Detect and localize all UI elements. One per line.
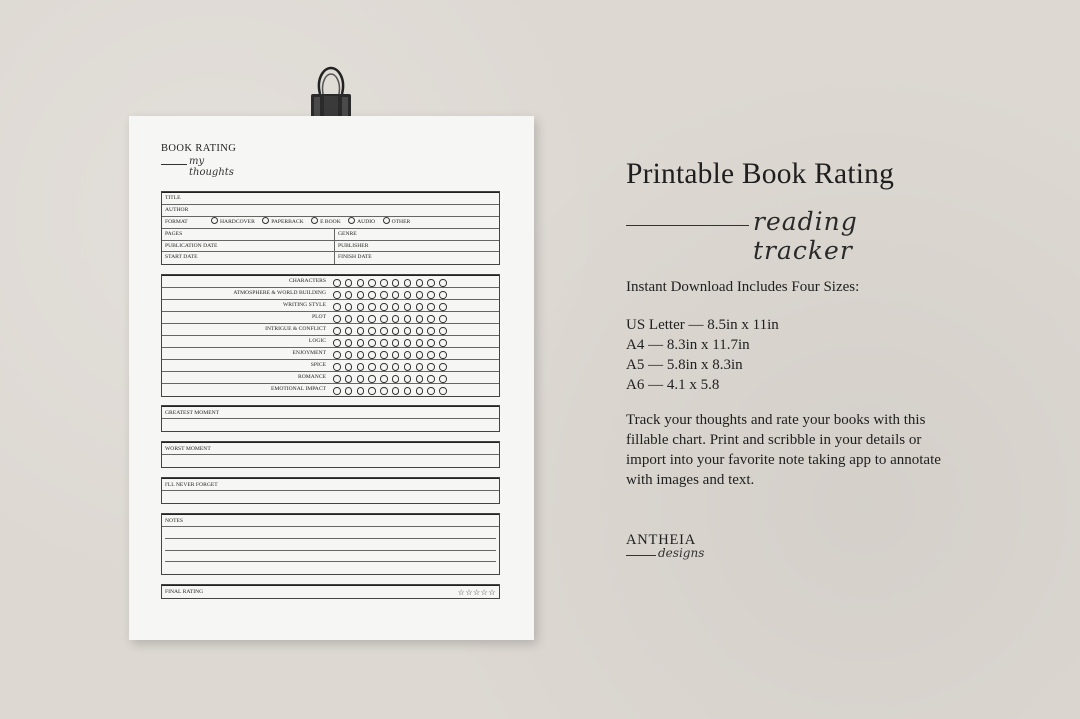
rating-circle-icon[interactable] bbox=[439, 303, 447, 311]
sheet-subtitle-text: my thoughts bbox=[189, 156, 234, 178]
format-option-other[interactable] bbox=[383, 217, 411, 229]
rating-circle-icon[interactable] bbox=[427, 339, 435, 347]
rating-circle-icon[interactable] bbox=[427, 315, 435, 323]
sheet-subtitle bbox=[161, 156, 241, 178]
rating-circle-icon[interactable] bbox=[404, 291, 412, 299]
rating-circle-icon[interactable] bbox=[404, 303, 412, 311]
brand-name: ANTHEIA bbox=[626, 532, 697, 548]
rating-circle-icon[interactable] bbox=[427, 327, 435, 335]
rating-circle-icon[interactable] bbox=[333, 303, 341, 311]
rating-circle-icon[interactable] bbox=[392, 363, 400, 371]
rating-circle-icon[interactable] bbox=[439, 351, 447, 359]
star-rating-icon[interactable]: ☆☆☆☆☆ bbox=[457, 587, 496, 597]
rating-circle-icon[interactable] bbox=[333, 279, 341, 287]
format-row bbox=[162, 217, 499, 229]
box-label: I'LL NEVER FORGET bbox=[162, 479, 499, 491]
rating-circle-icon[interactable] bbox=[392, 279, 400, 287]
writing-line[interactable] bbox=[165, 551, 496, 563]
rating-circle-icon[interactable] bbox=[357, 327, 365, 335]
info-label: START DATE bbox=[165, 254, 198, 261]
rating-circle-icon[interactable] bbox=[345, 315, 353, 323]
rating-circle-icon[interactable] bbox=[416, 363, 424, 371]
rating-circle-icon[interactable] bbox=[333, 315, 341, 323]
box-label: WORST MOMENT bbox=[162, 443, 499, 455]
includes-text: Instant Download Includes Four Sizes: bbox=[626, 279, 860, 295]
format-option-audio[interactable] bbox=[348, 217, 375, 229]
rating-circle-icon[interactable] bbox=[333, 351, 341, 359]
rating-circle-icon[interactable] bbox=[404, 363, 412, 371]
rating-circle-icon[interactable] bbox=[392, 375, 400, 383]
never-forget-box bbox=[161, 477, 500, 504]
rating-scale bbox=[333, 375, 451, 383]
rating-scale bbox=[333, 279, 451, 287]
rating-circle-icon[interactable] bbox=[404, 339, 412, 347]
book-info-section bbox=[161, 191, 500, 265]
rating-circle-icon[interactable] bbox=[439, 327, 447, 335]
pair-row bbox=[162, 229, 499, 241]
divider bbox=[626, 225, 749, 226]
option-label: E BOOK bbox=[320, 218, 341, 225]
rating-circle-icon[interactable] bbox=[439, 279, 447, 287]
radio-circle-icon bbox=[211, 217, 218, 224]
info-label: AUTHOR bbox=[165, 206, 189, 213]
rating-circle-icon[interactable] bbox=[416, 315, 424, 323]
rating-circle-icon[interactable] bbox=[357, 363, 365, 371]
rating-circle-icon[interactable] bbox=[392, 387, 400, 395]
rating-circle-icon[interactable] bbox=[392, 327, 400, 335]
size-item: A4 — 8.3in x 11.7in bbox=[626, 337, 750, 353]
worst-moment-box bbox=[161, 441, 500, 468]
criterion-label: LOGIC bbox=[308, 338, 326, 344]
rating-circle-icon[interactable] bbox=[368, 327, 376, 335]
writing-line[interactable] bbox=[165, 527, 496, 539]
option-label: OTHER bbox=[391, 218, 411, 225]
rating-circle-icon[interactable] bbox=[439, 375, 447, 383]
rating-circle-icon[interactable] bbox=[345, 339, 353, 347]
size-item: A5 — 5.8in x 8.3in bbox=[626, 357, 743, 373]
rating-circle-icon[interactable] bbox=[345, 327, 353, 335]
format-label: FORMAT bbox=[165, 218, 188, 225]
pair-row bbox=[162, 252, 499, 264]
rating-circle-icon[interactable] bbox=[404, 387, 412, 395]
radio-circle-icon bbox=[262, 217, 269, 224]
rating-circle-icon[interactable] bbox=[345, 387, 353, 395]
rating-circle-icon[interactable] bbox=[357, 387, 365, 395]
writing-line[interactable] bbox=[165, 491, 496, 503]
rating-circle-icon[interactable] bbox=[416, 291, 424, 299]
rating-circle-icon[interactable] bbox=[368, 363, 376, 371]
rating-circle-icon[interactable] bbox=[345, 351, 353, 359]
rating-circle-icon[interactable] bbox=[392, 339, 400, 347]
rating-circle-icon[interactable] bbox=[416, 339, 424, 347]
rating-circle-icon[interactable] bbox=[427, 279, 435, 287]
rating-circle-icon[interactable] bbox=[416, 375, 424, 383]
brand-subtitle bbox=[626, 547, 716, 565]
criterion-label: PLOT bbox=[312, 314, 326, 320]
radio-circle-icon bbox=[383, 217, 390, 224]
rating-circle-icon[interactable] bbox=[333, 363, 341, 371]
rating-row bbox=[162, 324, 499, 336]
rating-circle-icon[interactable] bbox=[357, 375, 365, 383]
rating-row bbox=[162, 384, 499, 396]
rating-row bbox=[162, 300, 499, 312]
rating-circle-icon[interactable] bbox=[368, 387, 376, 395]
rating-scale bbox=[333, 339, 451, 347]
rating-circle-icon[interactable] bbox=[392, 315, 400, 323]
rating-row bbox=[162, 348, 499, 360]
book-rating-sheet bbox=[129, 116, 534, 640]
option-label: AUDIO bbox=[357, 218, 376, 225]
rating-circle-icon[interactable] bbox=[439, 291, 447, 299]
info-label: PUBLISHER bbox=[334, 241, 368, 252]
radio-circle-icon bbox=[311, 217, 318, 224]
rating-scale bbox=[333, 291, 451, 299]
criterion-label: WRITING STYLE bbox=[282, 302, 326, 308]
radio-circle-icon bbox=[348, 217, 355, 224]
size-item: A6 — 4.1 x 5.8 bbox=[626, 377, 720, 393]
info-label: PAGES bbox=[165, 230, 183, 237]
rating-scale bbox=[333, 363, 451, 371]
rating-circle-icon[interactable] bbox=[357, 315, 365, 323]
rating-circle-icon[interactable] bbox=[345, 303, 353, 311]
rating-circle-icon[interactable] bbox=[333, 339, 341, 347]
rating-circle-icon[interactable] bbox=[380, 363, 388, 371]
rating-circle-icon[interactable] bbox=[427, 291, 435, 299]
rating-scale bbox=[333, 303, 451, 311]
rating-circle-icon[interactable] bbox=[427, 303, 435, 311]
product-subheading-text: reading tracker bbox=[753, 207, 858, 265]
info-row-title bbox=[162, 193, 499, 205]
rating-circle-icon[interactable] bbox=[368, 351, 376, 359]
rating-circle-icon[interactable] bbox=[345, 279, 353, 287]
criterion-label: ATMOSPHERE & WORLD BUILDING bbox=[233, 290, 326, 296]
rating-circle-icon[interactable] bbox=[380, 387, 388, 395]
rating-circle-icon[interactable] bbox=[404, 351, 412, 359]
rating-scale bbox=[333, 327, 451, 335]
rating-circle-icon[interactable] bbox=[333, 327, 341, 335]
rating-circle-icon[interactable] bbox=[439, 363, 447, 371]
rating-row bbox=[162, 312, 499, 324]
rating-circle-icon[interactable] bbox=[368, 315, 376, 323]
rating-circle-icon[interactable] bbox=[368, 339, 376, 347]
rating-circle-icon[interactable] bbox=[357, 351, 365, 359]
rating-circle-icon[interactable] bbox=[439, 339, 447, 347]
rating-scale bbox=[333, 351, 451, 359]
rating-circle-icon[interactable] bbox=[416, 303, 424, 311]
rating-circle-icon[interactable] bbox=[380, 351, 388, 359]
rating-circle-icon[interactable] bbox=[427, 387, 435, 395]
rating-scale bbox=[333, 315, 451, 323]
rating-circle-icon[interactable] bbox=[416, 351, 424, 359]
rating-circle-icon[interactable] bbox=[404, 315, 412, 323]
divider bbox=[626, 555, 656, 556]
criterion-label: SPICE bbox=[310, 362, 326, 368]
rating-circle-icon[interactable] bbox=[392, 351, 400, 359]
format-option-hardcover[interactable] bbox=[211, 217, 255, 229]
rating-row bbox=[162, 360, 499, 372]
criterion-label: ROMANCE bbox=[298, 374, 326, 380]
rating-circle-icon[interactable] bbox=[357, 291, 365, 299]
criterion-label: ENJOYMENT bbox=[292, 350, 326, 356]
greatest-moment-box bbox=[161, 405, 500, 432]
rating-circle-icon[interactable] bbox=[345, 375, 353, 383]
rating-circle-icon[interactable] bbox=[380, 303, 388, 311]
rating-circle-icon[interactable] bbox=[392, 291, 400, 299]
rating-circle-icon[interactable] bbox=[333, 387, 341, 395]
rating-circle-icon[interactable] bbox=[439, 315, 447, 323]
rating-circle-icon[interactable] bbox=[427, 375, 435, 383]
rating-circle-icon[interactable] bbox=[357, 339, 365, 347]
rating-circle-icon[interactable] bbox=[345, 363, 353, 371]
rating-circle-icon[interactable] bbox=[380, 315, 388, 323]
option-label: PAPERBACK bbox=[271, 218, 304, 225]
rating-circle-icon[interactable] bbox=[427, 363, 435, 371]
rating-circle-icon[interactable] bbox=[404, 375, 412, 383]
rating-circle-icon[interactable] bbox=[380, 339, 388, 347]
rating-circle-icon[interactable] bbox=[380, 327, 388, 335]
rating-row bbox=[162, 288, 499, 300]
rating-circle-icon[interactable] bbox=[368, 303, 376, 311]
size-item: US Letter — 8.5in x 11in bbox=[626, 317, 779, 333]
criterion-label: CHARACTERS bbox=[289, 278, 326, 284]
writing-line[interactable] bbox=[165, 562, 496, 574]
rating-circle-icon[interactable] bbox=[380, 291, 388, 299]
rating-circle-icon[interactable] bbox=[380, 279, 388, 287]
writing-line[interactable] bbox=[165, 455, 496, 467]
option-label: HARDCOVER bbox=[220, 218, 255, 225]
format-option-ebook[interactable] bbox=[311, 217, 341, 229]
rating-circle-icon[interactable] bbox=[416, 279, 424, 287]
info-label: FINISH DATE bbox=[334, 252, 372, 264]
rating-circle-icon[interactable] bbox=[404, 327, 412, 335]
rating-circle-icon[interactable] bbox=[380, 375, 388, 383]
rating-circle-icon[interactable] bbox=[416, 387, 424, 395]
rating-circle-icon[interactable] bbox=[416, 327, 424, 335]
info-row-author bbox=[162, 205, 499, 217]
info-label: TITLE bbox=[165, 195, 181, 201]
rating-circle-icon[interactable] bbox=[357, 279, 365, 287]
product-subheading bbox=[626, 205, 946, 265]
criterion-label: EMOTIONAL IMPACT bbox=[270, 386, 326, 392]
rating-circle-icon[interactable] bbox=[368, 291, 376, 299]
rating-circle-icon[interactable] bbox=[345, 291, 353, 299]
writing-line[interactable] bbox=[165, 419, 496, 431]
size-list bbox=[626, 315, 779, 395]
rating-circle-icon[interactable] bbox=[439, 387, 447, 395]
final-rating-label: FINAL RATING bbox=[165, 589, 204, 595]
info-label: GENRE bbox=[334, 229, 357, 240]
pair-row bbox=[162, 241, 499, 253]
writing-line[interactable] bbox=[165, 539, 496, 551]
description-text: Track your thoughts and rate your books with this fillable chart. Print and scribble in your details or import into your favorite note taking app to annotate with images and text. bbox=[626, 412, 941, 488]
product-heading: Printable Book Rating bbox=[626, 158, 895, 190]
rating-scale bbox=[333, 387, 451, 395]
rating-circle-icon[interactable] bbox=[404, 279, 412, 287]
rating-circle-icon[interactable] bbox=[427, 351, 435, 359]
rating-circle-icon[interactable] bbox=[333, 375, 341, 383]
criterion-label: INTRIGUE & CONFLICT bbox=[265, 326, 326, 332]
rating-circle-icon[interactable] bbox=[333, 291, 341, 299]
rating-circle-icon[interactable] bbox=[368, 375, 376, 383]
rating-section bbox=[161, 274, 500, 397]
format-option-paperback[interactable] bbox=[262, 217, 303, 229]
box-label: GREATEST MOMENT bbox=[162, 407, 499, 419]
rating-row bbox=[162, 336, 499, 348]
sheet-title: BOOK RATING bbox=[161, 143, 237, 154]
rating-row bbox=[162, 372, 499, 384]
box-label: NOTES bbox=[162, 515, 499, 527]
rating-circle-icon[interactable] bbox=[392, 303, 400, 311]
rating-circle-icon[interactable] bbox=[368, 279, 376, 287]
final-rating-box bbox=[161, 584, 500, 599]
divider bbox=[161, 164, 187, 165]
rating-row bbox=[162, 276, 499, 288]
rating-circle-icon[interactable] bbox=[357, 303, 365, 311]
notes-box bbox=[161, 513, 500, 575]
info-label: PUBLICATION DATE bbox=[165, 242, 218, 249]
brand-subtitle-text: designs bbox=[658, 546, 705, 560]
